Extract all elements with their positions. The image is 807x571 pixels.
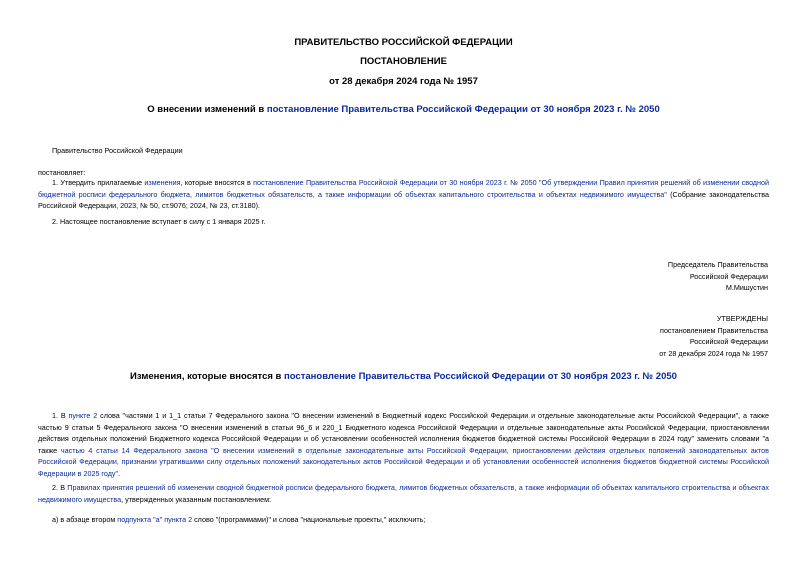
- paragraph-1: [38, 177, 769, 212]
- p1-text-b: , которые вносятся в: [180, 178, 254, 187]
- approved-line-1: УТВЕРЖДЕНЫ: [716, 314, 768, 323]
- gov-line: Правительство Российской Федерации: [52, 146, 183, 155]
- c2-text-b: , утвержденных указанным постановлением:: [121, 494, 272, 504]
- changes-title-prefix: Изменения, которые вносятся в: [130, 371, 285, 382]
- changes-title: [0, 371, 807, 382]
- c2-text-a: 2. В: [52, 483, 68, 492]
- change-2: [38, 482, 769, 505]
- approved-line-2: постановлением Правительства: [660, 325, 768, 335]
- header-doctype: ПОСТАНОВЛЕНИЕ: [360, 56, 447, 67]
- title-prefix: О внесении изменений в: [147, 104, 267, 115]
- document-title: [0, 104, 807, 115]
- c1-text-a: 1. В: [52, 411, 69, 420]
- signature-block: [528, 259, 768, 294]
- c1-link-law[interactable]: частью 4 статьи 14 Федерального закона "О внесении изменений в отдельные законодательные акты Российской Федерации, приостановлении действия отдельных положений законодательных актов Российской Федерации, признании утратившими силу отдельных положений законодательных актов Российской Федерации и об установлении особенностей исполнения бюджетов бюджетной системы Российской Федерации в 2025 году": [38, 445, 769, 478]
- header-date-number: от 28 декабря 2024 года № 1957: [329, 76, 478, 87]
- ca-text-a: а) в абзаце втором: [52, 515, 118, 524]
- changes-title-link[interactable]: постановление Правительства Российской Федерации от 30 ноября 2023 г. № 2050: [284, 371, 677, 382]
- approved-block: [528, 313, 768, 359]
- approved-line-3: Российской Федерации: [689, 337, 768, 346]
- c2-link-rules[interactable]: Правилах принятия решений об изменении сводной бюджетной росписи федерального бюджета, лимитов бюджетных обязательств, а также информации об объектах капитального строительства и объектах недвижимого имущества: [38, 483, 769, 504]
- signature-line-2: Российской Федерации: [689, 271, 768, 281]
- ca-text-b: слово "(программами)" и слова "национальные проекты," исключить;: [192, 515, 426, 524]
- header-org: ПРАВИТЕЛЬСТВО РОССИЙСКОЙ ФЕДЕРАЦИИ: [294, 37, 513, 48]
- change-a: [38, 514, 769, 526]
- p1-link-changes[interactable]: изменения: [144, 178, 181, 187]
- p1-text-a: 1. Утвердить прилагаемые: [52, 178, 145, 187]
- approved-line-4: от 28 декабря 2024 года № 1957: [659, 348, 768, 358]
- c1-text-c: .: [118, 468, 121, 478]
- signature-line-3: М.Мишустин: [725, 283, 768, 292]
- p1-text-c: (Собрание законодательства Российской Федерации, 2023, № 50, ст.9076; 2024, № 23, ст.3180).: [38, 189, 769, 210]
- p1-link-decree[interactable]: постановление Правительства Российской Федерации от 30 ноября 2023 г. № 2050 "Об утверждении Правил принятия решений об изменении сводной бюджетной росписи федерального бюджета, лимитов бюджетных обязательств, а также информации об объектах капитального строительства и объектах недвижимого имущества": [38, 178, 769, 199]
- title-link[interactable]: постановление Правительства Российской Федерации от 30 ноября 2023 г. № 2050: [266, 104, 660, 115]
- c1-text-b: слова "частями 1 и 1_1 статьи 7 Федерального закона "О внесении изменений в Бюджетный кодекс Российской Федерации и отдельные законодательные акты Российской Федерации", а также частью 9 статьи 5 Федерального закона "О внесении изменений в статьи 96_6 и 220_1 Бюджетного кодекса Российской Федерации и отдельные законодательные акты Российской Федерации, приостановлении действия отдельных положений Бюджетного кодекса Российской Федерации и об установлении особенностей исполнения бюджетов бюджетной системы Российской Федерации в 2024 году" заменить словами "а также: [38, 411, 769, 455]
- c1-link-point2[interactable]: пункте 2: [68, 411, 98, 420]
- paragraph-2: 2. Настоящее постановление вступает в силу с 1 января 2025 г.: [52, 217, 266, 226]
- signature-line-1: Председатель Правительства: [667, 260, 768, 269]
- decides-line: постановляет:: [38, 168, 86, 177]
- change-1: [38, 410, 769, 479]
- ca-link-subpoint[interactable]: подпункта "а" пункта 2: [117, 515, 193, 524]
